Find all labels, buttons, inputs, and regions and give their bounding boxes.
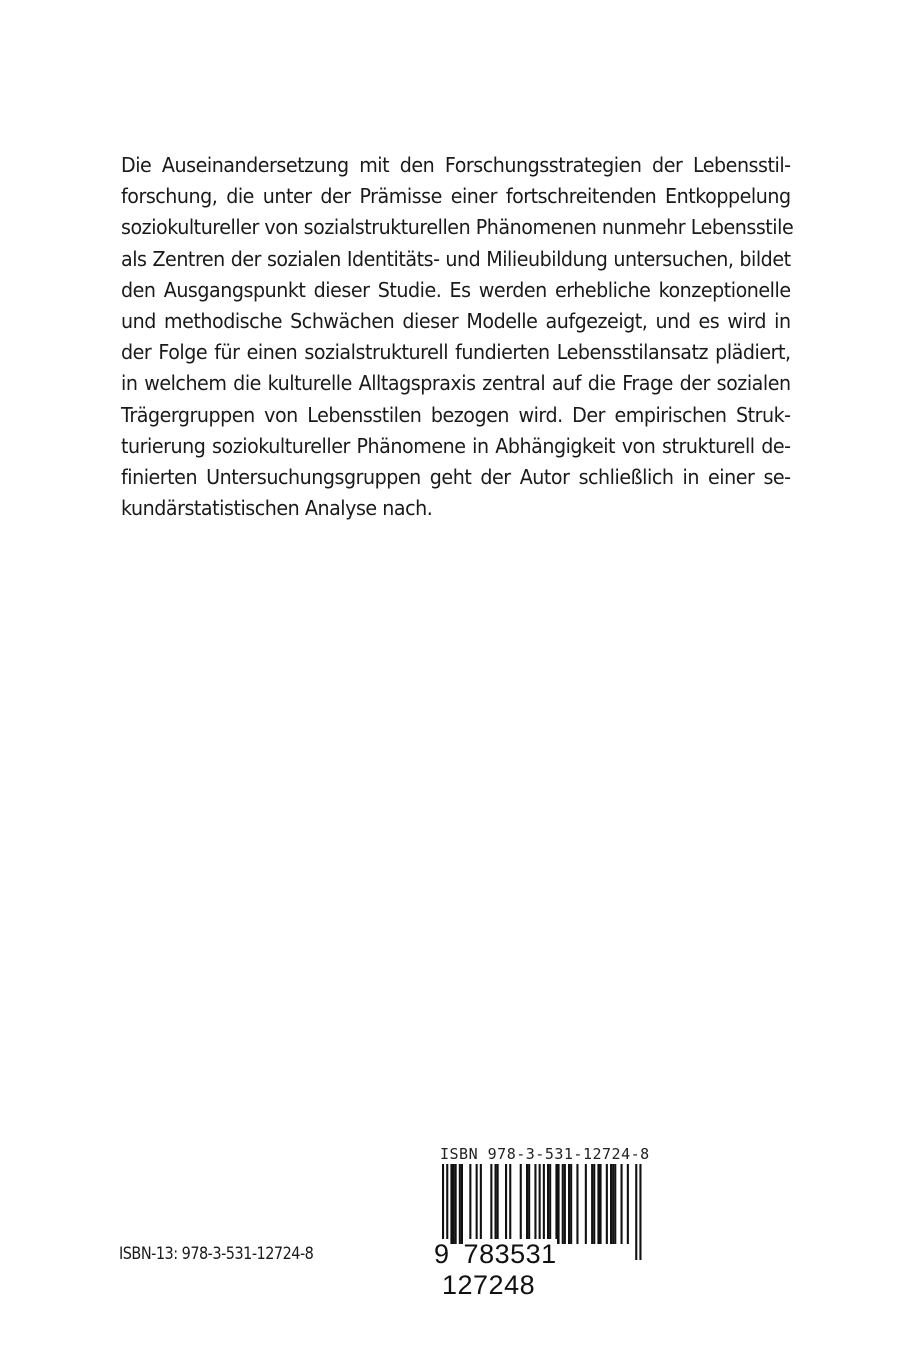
barcode-bar: [505, 1164, 507, 1244]
barcode-bar: [610, 1164, 612, 1244]
blurb-line: kundärstatistischen Analyse nach.: [121, 496, 433, 521]
blurb-line: und methodische Schwächen dieser Modelle aufgezeigt, und es wird in: [121, 308, 791, 333]
blurb-line: soziokultureller von sozialstrukturellen Phänomenen nunmehr Lebensstile: [121, 215, 794, 240]
blurb-line: Die Auseinandersetzung mit den Forschungsstrategien der Lebensstil-: [121, 153, 791, 177]
barcode-bar: [495, 1164, 497, 1244]
barcode-bar: [459, 1164, 461, 1244]
barcode-bar: [606, 1164, 608, 1244]
barcode-bar: [627, 1164, 629, 1244]
isbn-barcode: [428, 1145, 660, 1300]
barcode-bar: [600, 1164, 602, 1244]
barcode-bar: [455, 1164, 457, 1244]
barcode-first-digit: 9: [434, 1239, 450, 1269]
barcode-bar: [453, 1164, 455, 1244]
barcode-bar: [469, 1164, 471, 1244]
blurb-line: der Folge für einen sozialstrukturell fundierten Lebensstilansatz plädiert,: [121, 340, 791, 365]
barcode-bar: [461, 1164, 463, 1244]
barcode-bar: [450, 1164, 452, 1244]
barcode-bar: [612, 1164, 614, 1244]
barcode-bar: [555, 1164, 557, 1244]
isbn-label: ISBN-13: 978-3-531-12724-8: [119, 1244, 314, 1264]
barcode-bar: [593, 1164, 595, 1244]
barcode-bar: [591, 1164, 593, 1244]
barcode-bar: [585, 1164, 587, 1244]
barcode-bar: [547, 1164, 549, 1244]
barcode-left-digits: 783531: [463, 1239, 557, 1269]
barcode-bar: [497, 1164, 499, 1244]
barcode-bar: [564, 1164, 566, 1244]
barcode-bar: [576, 1164, 578, 1244]
barcode-bar: [570, 1164, 572, 1244]
barcode-bar: [480, 1164, 482, 1244]
barcode-bar: [558, 1164, 560, 1244]
blurb-line: finierten Untersuchungsgruppen geht der Autor schließlich in einer se-: [121, 464, 791, 489]
barcode-bar: [509, 1164, 511, 1244]
barcode-digits: [434, 1239, 660, 1301]
barcode-bar: [614, 1164, 616, 1244]
blurb-line: den Ausgangspunkt dieser Studie. Es werden erhebliche konzeptionelle: [121, 277, 791, 302]
blurb-text: [121, 150, 794, 524]
barcode-bar: [490, 1164, 492, 1244]
barcode-bar: [549, 1164, 551, 1244]
barcode-bar: [534, 1164, 536, 1244]
blurb-line: turierung soziokultureller Phänomene in Abhängigkeit von strukturell de-: [121, 433, 791, 458]
blurb-line: forschung, die unter der Prämisse einer fortschreitenden Entkoppelung: [121, 184, 791, 209]
barcode-bar: [520, 1164, 522, 1244]
barcode-bar: [526, 1164, 528, 1244]
barcode-bar: [568, 1164, 570, 1244]
barcode-bar: [621, 1164, 623, 1244]
barcode-bar: [528, 1164, 530, 1244]
blurb-line: als Zentren der sozialen Identitäts- und Milieubildung untersuchen, bildet: [121, 246, 791, 271]
barcode-bar: [597, 1164, 599, 1244]
barcode-bar: [562, 1164, 564, 1244]
barcode-right-digits: 127248: [442, 1270, 536, 1300]
barcode-bar: [476, 1164, 478, 1244]
barcode-isbn-text: ISBN 978-3-531-12724-8: [440, 1145, 650, 1163]
blurb-line: Trägergruppen von Lebensstilen bezogen wird. Der empirischen Struk-: [121, 402, 791, 427]
blurb-line: in welchem die kulturelle Alltagspraxis zentral auf die Frage der sozialen: [121, 371, 791, 396]
